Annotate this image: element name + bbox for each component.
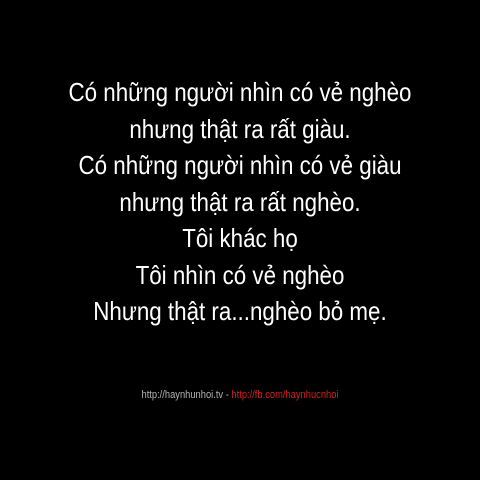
quote-line-7: Nhưng thật ra...nghèo bỏ mẹ. xyxy=(93,296,387,326)
quote-line-6: Tôi nhìn có vẻ nghèo xyxy=(135,259,345,290)
quote-line-4: nhưng thật ra rất nghèo. xyxy=(119,186,361,217)
website-link[interactable]: http://haynhunhoi.tv xyxy=(141,389,224,401)
footer-credits xyxy=(36,389,444,401)
quote-line-5: Tôi khác họ xyxy=(182,223,298,253)
quote-line-1: Có những người nhìn có vẻ nghèo xyxy=(68,77,412,107)
facebook-link[interactable]: http://fb.com/haynhucnhoi xyxy=(231,389,339,401)
quote-line-2: nhưng thật ra rất giàu. xyxy=(129,113,351,144)
footer-separator: - xyxy=(223,389,232,401)
quote-text xyxy=(34,74,447,330)
quote-line-3: Có những người nhìn có vẻ giàu xyxy=(78,150,402,180)
